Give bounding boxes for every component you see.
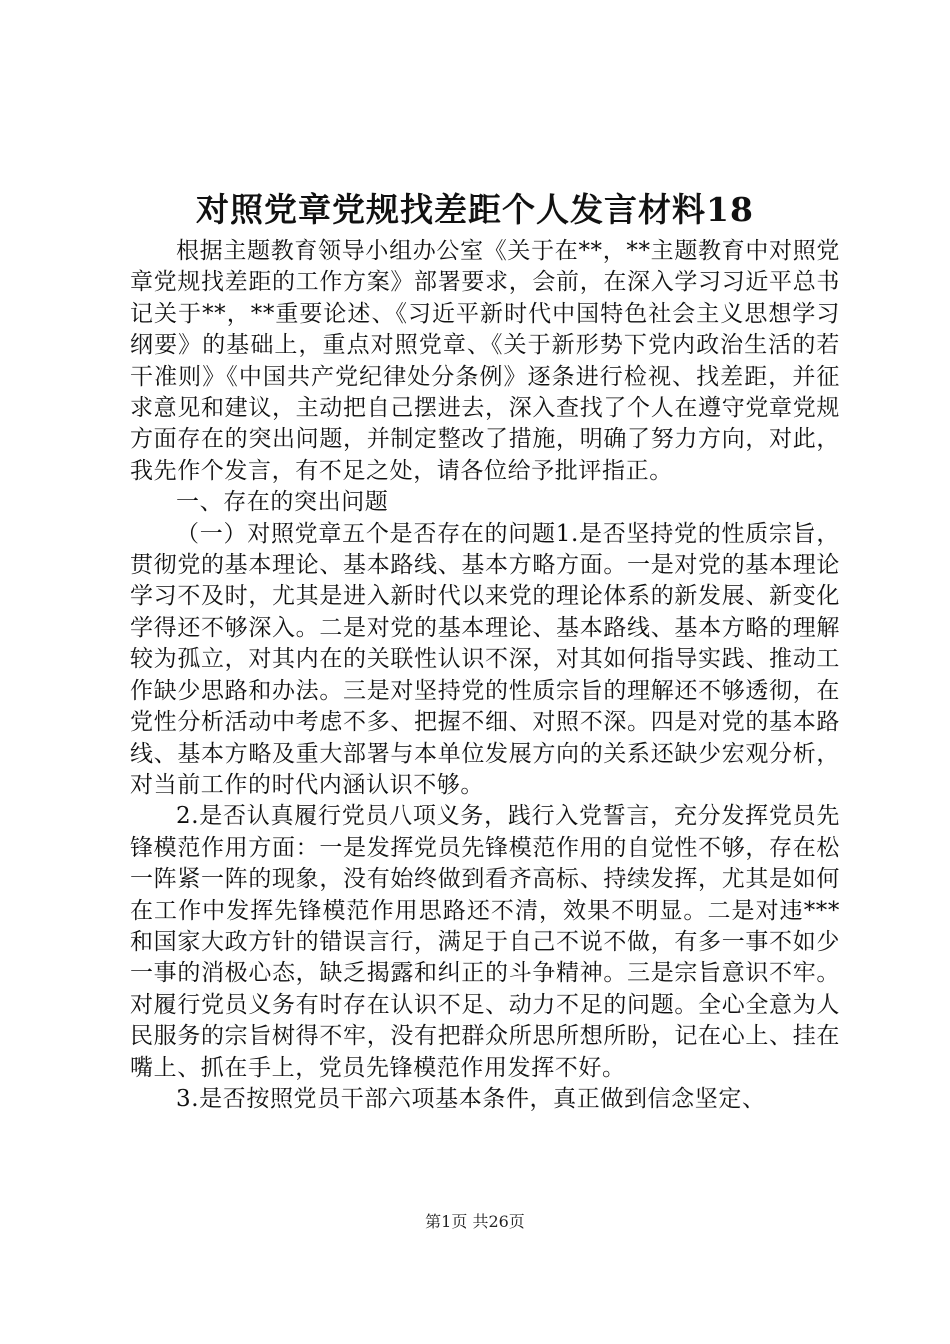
paragraph-item-2: 2.是否认真履行党员八项义务，践行入党誓言，充分发挥党员先锋模范作用方面：一是发挥党员先锋模范作用的自觉性不够，存在松一阵紧一阵的现象，没有始终做到看齐高标、持续发挥，尤其是如何在工作中发挥先锋模范作用思路还不清，效果不明显。二是对违***和国家大政方针的错误言行，满足于自己不说不做，有多一事不如少一事的消极心态，缺乏揭露和纠正的斗争精神。三是宗旨意识不牢。对履行党员义务有时存在认识不足、动力不足的问题。全心全意为人民服务的宗旨树得不牢，没有把群众所思所想所盼，记在心上、挂在嘴上、抓在手上，党员先锋模范作用发挥不好。 — [130, 803, 840, 1081]
page-number-footer: 第1页 共26页 — [425, 1212, 525, 1231]
document-title: 对照党章党规找差距个人发言材料18 — [196, 190, 754, 229]
section-heading: 一、存在的突出问题 — [176, 489, 389, 516]
paragraph-item-3: 3.是否按照党员干部六项基本条件，真正做到信念坚定、 — [176, 1085, 766, 1112]
paragraph-item-1: （一）对照党章五个是否存在的问题1.是否坚持党的性质宗旨，贯彻党的基本理论、基本路线、基本方略方面。一是对党的基本理论学习不及时，尤其是进入新时代以来党的理论体系的新发展、新变化学得还不够深入。二是对党的基本理论、基本路线、基本方略的理解较为孤立，对其内在的关联性认识不深，对其如何指导实践、推动工作缺少思路和办法。三是对坚持党的性质宗旨的理解还不够透彻，在党性分析活动中考虑不多、把握不细、对照不深。四是对党的基本路线、基本方略及重大部署与本单位发展方向的关系还缺少宏观分析，对当前工作的时代内涵认识不够。 — [130, 520, 840, 798]
document-body — [130, 236, 840, 1115]
paragraph-intro: 根据主题教育领导小组办公室《关于在**，**主题教育中对照党章党规找差距的工作方案》部署要求，会前，在深入学习习近平总书记关于**，**重要论述、《习近平新时代中国特色社会主义思想学习纲要》的基础上，重点对照党章、《关于新形势下党内政治生活的若干准则》《中国共产党纪律处分条例》逐条进行检视、找差距，并征求意见和建议，主动把自己摆进去，深入查找了个人在遵守党章党规方面存在的突出问题，并制定整改了措施，明确了努力方向，对此，我先作个发言，有不足之处，请各位给予批评指正。 — [130, 238, 840, 484]
